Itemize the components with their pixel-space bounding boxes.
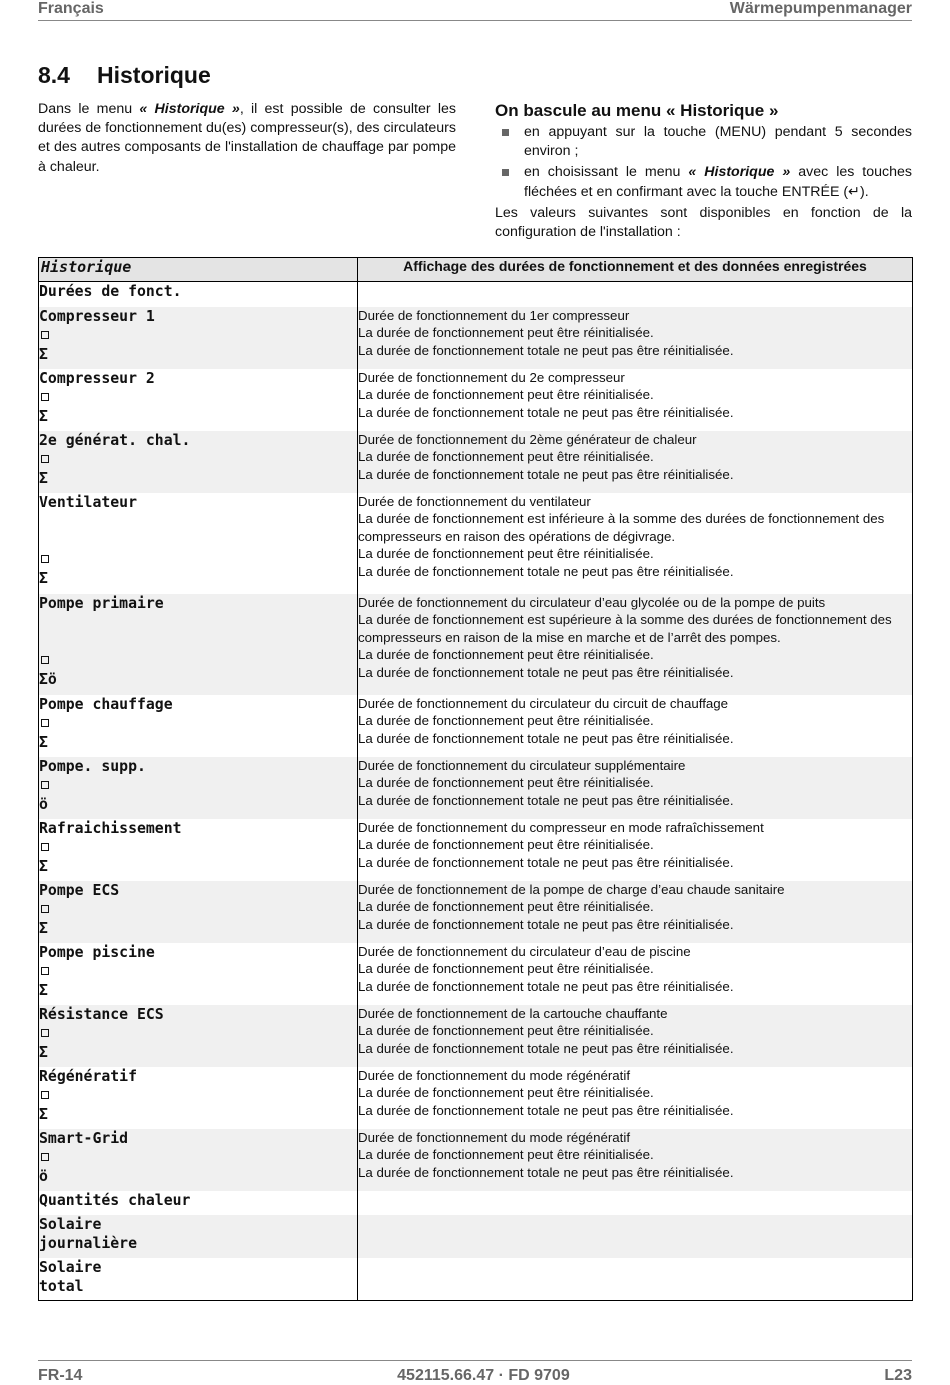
- total-symbol: Σ: [39, 569, 48, 587]
- menu-entry: [39, 431, 358, 493]
- document-reference: 452115.66.47 · FD 9709: [397, 1367, 570, 1384]
- menu-entry: Solaire total: [39, 1258, 358, 1301]
- reset-square-icon: [41, 719, 49, 727]
- table-row: [39, 1129, 913, 1191]
- total-symbol: ö: [39, 795, 48, 813]
- total-symbol: ö: [39, 1167, 48, 1185]
- entry-description: Durée de fonctionnement du mode régénératif La durée de fonctionnement peut être réinitialisée. La durée de fonctionnement totale ne peut pas être réinitialisée.: [358, 1067, 734, 1118]
- total-symbol: Σ: [39, 981, 48, 999]
- entry-name: Ventilateur: [39, 493, 137, 511]
- square-bullet-icon: [502, 169, 509, 176]
- entry-name: Pompe piscine: [39, 943, 155, 961]
- entry-description: Durée de fonctionnement du circulateur supplémentaire La durée de fonctionnement peut être réinitialisée. La durée de fonctionnement totale ne peut pas être réinitialisée.: [358, 757, 913, 819]
- reset-square-icon: [41, 967, 49, 975]
- menu-entry: [39, 493, 358, 594]
- instructions-list: [495, 123, 912, 202]
- total-symbol: Σ: [39, 345, 48, 363]
- table-row: [39, 1258, 913, 1301]
- entry-description: Durée de fonctionnement du circulateur d’eau glycolée ou de la pompe de puits La durée de fonctionnement est supérieure à la somme des durées de fonctionnement des compresseurs en raison de la mise en marche et de l’arrêt des pompes. La durée de fonctionnement peut être réinitialisée. La durée de fonctionnement totale ne peut pas être réinitialisée.: [358, 594, 913, 695]
- section-number: 8.4: [38, 62, 70, 88]
- total-symbol: Σ: [39, 1043, 48, 1061]
- values-note: Les valeurs suivantes sont disponibles en fonction de la configuration de l'installation :: [495, 204, 912, 241]
- group-label: Durées de fonct.: [39, 282, 358, 307]
- table-row: [39, 757, 913, 819]
- entry-name: 2e générat. chal.: [39, 431, 191, 449]
- entry-description: Durée de fonctionnement du mode régénératif La durée de fonctionnement peut être réinitialisée. La durée de fonctionnement totale ne peut pas être réinitialisée.: [358, 1129, 913, 1191]
- header-language: Français: [38, 0, 104, 17]
- table-row: [39, 307, 913, 369]
- menu-entry: [39, 594, 358, 695]
- total-symbol: Σ: [39, 919, 48, 937]
- list-item: en choisissant le menu « Historique » avec les touches fléchées et en confirmant avec la touche ENTRÉE (↵).: [495, 163, 912, 201]
- menu-entry: [39, 307, 358, 369]
- total-symbol: Σ: [39, 1105, 48, 1123]
- table-row: [39, 1005, 913, 1067]
- entry-description: Durée de fonctionnement du 2e compresseur La durée de fonctionnement peut être réinitialisée. La durée de fonctionnement totale ne peut pas être réinitialisée.: [358, 369, 734, 420]
- entry-description: Durée de fonctionnement du 2ème générateur de chaleur La durée de fonctionnement peut être réinitialisée. La durée de fonctionnement totale ne peut pas être réinitialisée.: [358, 431, 913, 493]
- entry-name: Compresseur 2: [39, 369, 155, 387]
- table-row: [39, 369, 913, 431]
- page-number: FR-14: [38, 1367, 83, 1384]
- entry-description: Durée de fonctionnement du circulateur du circuit de chauffage La durée de fonctionnement peut être réinitialisée. La durée de fonctionnement totale ne peut pas être réinitialisée.: [358, 695, 734, 746]
- group-row-runtimes: [39, 282, 913, 307]
- entry-name: Rafraichissement: [39, 819, 182, 837]
- intro-paragraph: Dans le menu « Historique », il est possible de consulter les durées de fonctionnement du(es) compresseur(s), des circulateurs et des autres composants de l'installation de chauffage par pompe à chaleur.: [38, 101, 456, 175]
- page-header: [38, 0, 912, 21]
- table-row: [39, 819, 913, 881]
- table-row: [39, 1067, 913, 1129]
- reset-square-icon: [41, 393, 49, 401]
- menu-entry: [39, 1005, 358, 1067]
- menu-entry: [39, 369, 358, 431]
- entry-name: Smart-Grid: [39, 1129, 129, 1147]
- table-row: [39, 695, 913, 757]
- table-row: [39, 594, 913, 695]
- entry-name: Résistance ECS: [39, 1005, 164, 1023]
- total-symbol: Σ: [39, 407, 48, 425]
- entry-description: Durée de fonctionnement du ventilateur La durée de fonctionnement est inférieure à la somme des durées de fonctionnement des compresseurs en raison des opérations de dégivrage. La durée de fonctionnement peut être réinitialisée. La durée de fonctionnement totale ne peut pas être réinitialisée.: [358, 493, 885, 579]
- header-product: Wärmepumpenmanager: [729, 0, 912, 17]
- entry-name: Régénératif: [39, 1067, 137, 1085]
- entry-name: Pompe ECS: [39, 881, 120, 899]
- total-symbol: Σ: [39, 733, 48, 751]
- table-row: [39, 943, 913, 1005]
- entry-description: Durée de fonctionnement du compresseur en mode rafraîchissement La durée de fonctionnement peut être réinitialisée. La durée de fonctionnement totale ne peut pas être réinitialisée.: [358, 819, 764, 870]
- table-row: [39, 1215, 913, 1258]
- section-title: [38, 62, 211, 89]
- menu-name: « Historique »: [139, 101, 240, 117]
- instructions-heading: On bascule au menu « Historique »: [495, 101, 779, 120]
- menu-entry: [39, 819, 358, 881]
- reset-square-icon: [41, 781, 49, 789]
- menu-entry: [39, 1067, 358, 1129]
- reset-square-icon: [41, 1153, 49, 1161]
- entry-description: Durée de fonctionnement de la cartouche chauffante La durée de fonctionnement peut être réinitialisée. La durée de fonctionnement totale ne peut pas être réinitialisée.: [358, 1005, 913, 1067]
- reset-square-icon: [41, 1091, 49, 1099]
- header-description: Affichage des durées de fonctionnement et des données enregistrées: [358, 258, 913, 282]
- square-bullet-icon: [502, 129, 509, 136]
- menu-entry: [39, 1129, 358, 1191]
- total-symbol: Σ: [39, 857, 48, 875]
- menu-entry: [39, 881, 358, 943]
- table-row: [39, 493, 913, 594]
- reset-square-icon: [41, 555, 49, 563]
- version-code: L23: [884, 1367, 912, 1384]
- menu-entry: [39, 757, 358, 819]
- entry-description: Durée de fonctionnement de la pompe de charge d’eau chaude sanitaire La durée de fonctionnement peut être réinitialisée. La durée de fonctionnement totale ne peut pas être réinitialisée.: [358, 881, 913, 943]
- reset-square-icon: [41, 843, 49, 851]
- reset-square-icon: [41, 905, 49, 913]
- reset-square-icon: [41, 331, 49, 339]
- page-footer: [38, 1360, 912, 1382]
- menu-access-instructions: [495, 100, 912, 242]
- menu-entry: [39, 695, 358, 757]
- table-row: [39, 431, 913, 493]
- entry-name: Compresseur 1: [39, 307, 155, 325]
- group-label: Quantités chaleur: [39, 1191, 358, 1215]
- menu-entry: [39, 943, 358, 1005]
- history-table: [38, 257, 913, 1301]
- entry-description: Durée de fonctionnement du 1er compresseur La durée de fonctionnement peut être réinitialisée. La durée de fonctionnement totale ne peut pas être réinitialisée.: [358, 307, 913, 369]
- entry-description: Durée de fonctionnement du circulateur d’eau de piscine La durée de fonctionnement peut être réinitialisée. La durée de fonctionnement totale ne peut pas être réinitialisée.: [358, 943, 734, 994]
- reset-square-icon: [41, 1029, 49, 1037]
- menu-entry: Solaire journalière: [39, 1215, 358, 1258]
- header-menu-label: Historique: [39, 258, 358, 282]
- group-row-heat-quantities: [39, 1191, 913, 1215]
- entry-name: Pompe chauffage: [39, 695, 173, 713]
- entry-name: Pompe. supp.: [39, 757, 146, 775]
- total-symbol: Σ: [39, 469, 48, 487]
- entry-name: Pompe primaire: [39, 594, 164, 612]
- reset-square-icon: [41, 455, 49, 463]
- section-name: Historique: [97, 62, 211, 88]
- table-header-row: [39, 258, 913, 282]
- table-row: [39, 881, 913, 943]
- reset-square-icon: [41, 656, 49, 664]
- list-item: en appuyant sur la touche (MENU) pendant 5 secondes environ ;: [495, 123, 912, 161]
- total-symbol: Σö: [39, 670, 57, 688]
